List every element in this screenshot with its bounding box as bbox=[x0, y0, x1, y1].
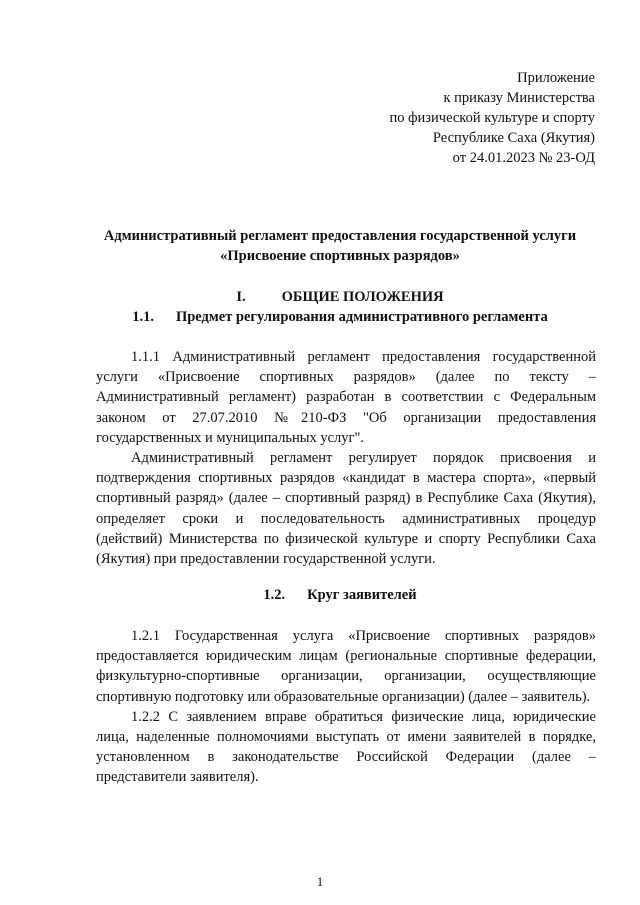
subsection-heading-subject bbox=[70, 307, 610, 327]
document-title-line: Административный регламент предоставления государственной услуги bbox=[103, 228, 577, 244]
subsection-title: Предмет регулирования административного регламента bbox=[175, 309, 548, 325]
subject-paragraphs bbox=[96, 347, 596, 569]
document-title-line: «Присвоение спортивных разрядов» bbox=[220, 248, 460, 264]
appendix-line: от 24.01.2023 № 23-ОД bbox=[452, 150, 595, 166]
section-number: I. bbox=[236, 289, 246, 305]
applicants-paragraphs bbox=[96, 626, 596, 788]
appendix-block bbox=[390, 68, 596, 168]
section-heading-general bbox=[70, 287, 610, 307]
paragraph: Административный регламент регулирует порядок присвоения и подтверждения спортивных разрядов «кандидат в мастера спорта», «первый спортивный разряд» (далее – спортивный разряд) в Республике Саха (Якутия), определяет сроки и последовательность административных процедур (действий) Министерства по физической культуре и спорту Республики Саха (Якутия) при предоставлении государственной услуги. bbox=[96, 450, 596, 568]
appendix-line: по физической культуре и спорту bbox=[389, 110, 595, 126]
subsection-title: Круг заявителей bbox=[307, 587, 417, 603]
paragraph: 1.2.1 Государственная услуга «Присвоение спортивных разрядов» предоставляется юридическим лицам (региональные спортивные федерации, физкультурно-спортивные организации, организации, осуществляющие спортивную подготовку или образовательные организации) (далее – заявитель). bbox=[96, 628, 596, 705]
page-number: 1 bbox=[316, 874, 324, 889]
appendix-line: к приказу Министерства bbox=[443, 90, 595, 106]
paragraph: 1.1.1 Административный регламент предоставления государственной услуги «Присвоение спортивных разрядов» (далее по тексту – Административный регламент) разработан в соответствии с Федеральным законом от 27.07.2010 №210-ФЗ "Об организации предоставления государственных и муниципальных услуг". bbox=[96, 349, 596, 446]
paragraph: 1.2.2 С заявлением вправе обратиться физические лица, юридические лица, наделенные полномочиями выступать от имени заявителей в порядке, установленном в законодательстве Российской Федерации (далее – представители заявителя). bbox=[96, 708, 596, 786]
subsection-number: 1.1. bbox=[132, 309, 154, 325]
subsection-heading-applicants bbox=[70, 585, 610, 605]
section-title: ОБЩИЕ ПОЛОЖЕНИЯ bbox=[281, 289, 444, 305]
document-title bbox=[70, 226, 610, 266]
appendix-line: Приложение bbox=[517, 70, 595, 86]
appendix-line: Республике Саха (Якутия) bbox=[432, 130, 595, 146]
subsection-number: 1.2. bbox=[263, 587, 286, 603]
